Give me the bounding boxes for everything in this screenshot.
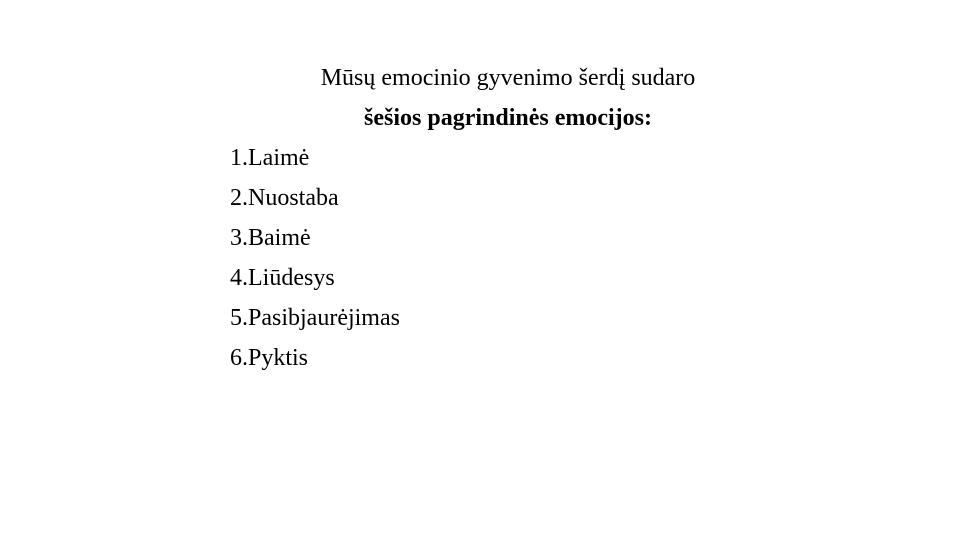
heading-line-2: šešios pagrindinės emocijos: bbox=[364, 105, 652, 131]
heading-line-1: Mūsų emocinio gyvenimo šerdį sudaro bbox=[320, 65, 696, 91]
list-item-number: 4. bbox=[230, 265, 248, 291]
list-item bbox=[196, 343, 400, 383]
list-item-label: Pyktis bbox=[248, 345, 309, 371]
emotions-list bbox=[196, 143, 400, 383]
list-item bbox=[196, 143, 400, 183]
list-item-label: Laimė bbox=[248, 145, 310, 171]
list-item-number: 1. bbox=[230, 145, 248, 171]
list-item bbox=[196, 303, 400, 343]
list-item bbox=[196, 183, 400, 223]
list-item-number: 6. bbox=[230, 345, 248, 371]
list-item-label: Pasibjaurėjimas bbox=[248, 305, 400, 331]
list-item bbox=[196, 223, 400, 263]
list-item bbox=[196, 263, 400, 303]
list-item-label: Liūdesys bbox=[248, 265, 335, 291]
list-item-label: Nuostaba bbox=[248, 185, 339, 211]
list-item-number: 5. bbox=[230, 305, 248, 331]
list-item-number: 2. bbox=[230, 185, 248, 211]
list-item-label: Baimė bbox=[248, 225, 311, 251]
list-item-number: 3. bbox=[230, 225, 248, 251]
